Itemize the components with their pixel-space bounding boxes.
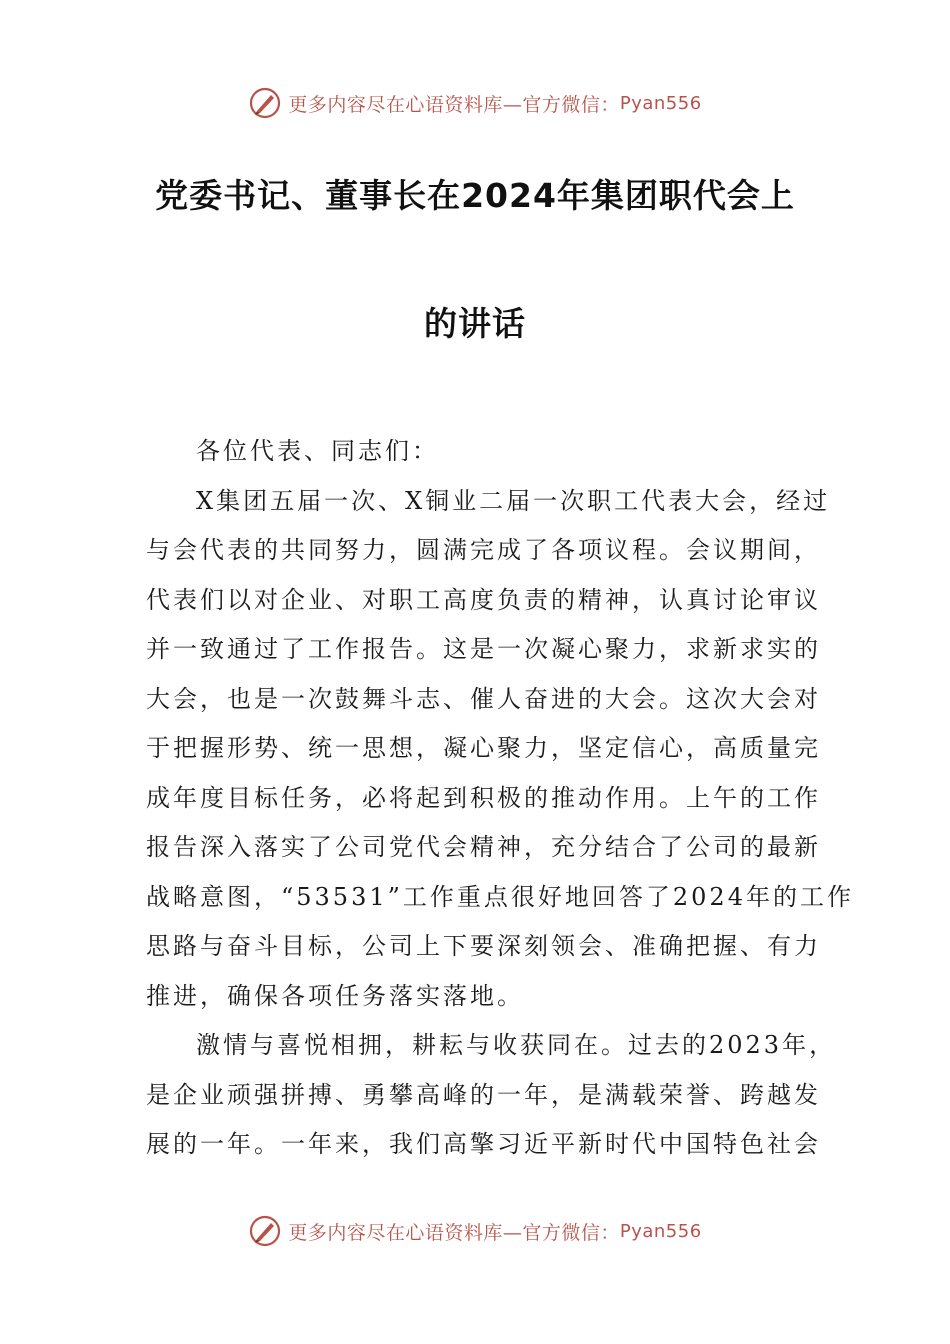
watermark-contact: Pyan556 (619, 1220, 702, 1242)
watermark-text: 更多内容尽在心语资料库—官方微信： (288, 93, 620, 116)
paragraph-line: 是企业顽强拼搏、勇攀高峰的一年，是满载荣誉、跨越发 (146, 1080, 821, 1109)
salutation: 各位代表、同志们： (196, 437, 439, 465)
header-watermark (0, 86, 950, 120)
paragraph-line: 战略意图，“53531”工作重点很好地回答了2024年的工作 (146, 882, 854, 911)
watermark-text: 更多内容尽在心语资料库—官方微信： (288, 1221, 620, 1244)
paragraph-line: 报告深入落实了公司党代会精神，充分结合了公司的最新 (146, 833, 821, 861)
paragraph-line: 代表们以对企业、对职工高度负责的精神，认真讨论审议 (146, 585, 821, 614)
paragraph-line: X集团五届一次、X铜业二届一次职工代表大会，经过 (196, 486, 831, 515)
paragraph-line: 展的一年。一年来，我们高擎习近平新时代中国特色社会 (146, 1130, 821, 1158)
paragraph-line: 成年度目标任务，必将起到积极的推动作用。上午的工作 (146, 783, 821, 812)
paragraph-line: 思路与奋斗目标，公司上下要深刻领会、准确把握、有力 (146, 932, 821, 960)
pen-circle-icon (248, 1214, 282, 1248)
document-title-line-1: 党委书记、董事长在2024年集团职代会上 (155, 176, 795, 215)
watermark-contact: Pyan556 (619, 92, 702, 114)
document-title-line-2: 的讲话 (424, 304, 526, 343)
paragraph-line: 激情与喜悦相拥，耕耘与收获同在。过去的2023年， (196, 1031, 837, 1059)
paragraph-line: 于把握形势、统一思想，凝心聚力，坚定信心，高质量完 (146, 734, 821, 762)
footer-watermark (0, 1214, 950, 1248)
paragraph-line: 并一致通过了工作报告。这是一次凝心聚力，求新求实的 (146, 635, 821, 663)
paragraph-line: 大会，也是一次鼓舞斗志、催人奋进的大会。这次大会对 (146, 684, 821, 713)
paragraph-line: 推进，确保各项任务落实落地。 (146, 981, 524, 1010)
paragraph-line: 与会代表的共同努力，圆满完成了各项议程。会议期间， (146, 536, 821, 564)
speech-body (146, 427, 854, 1170)
pen-circle-icon (248, 86, 282, 120)
